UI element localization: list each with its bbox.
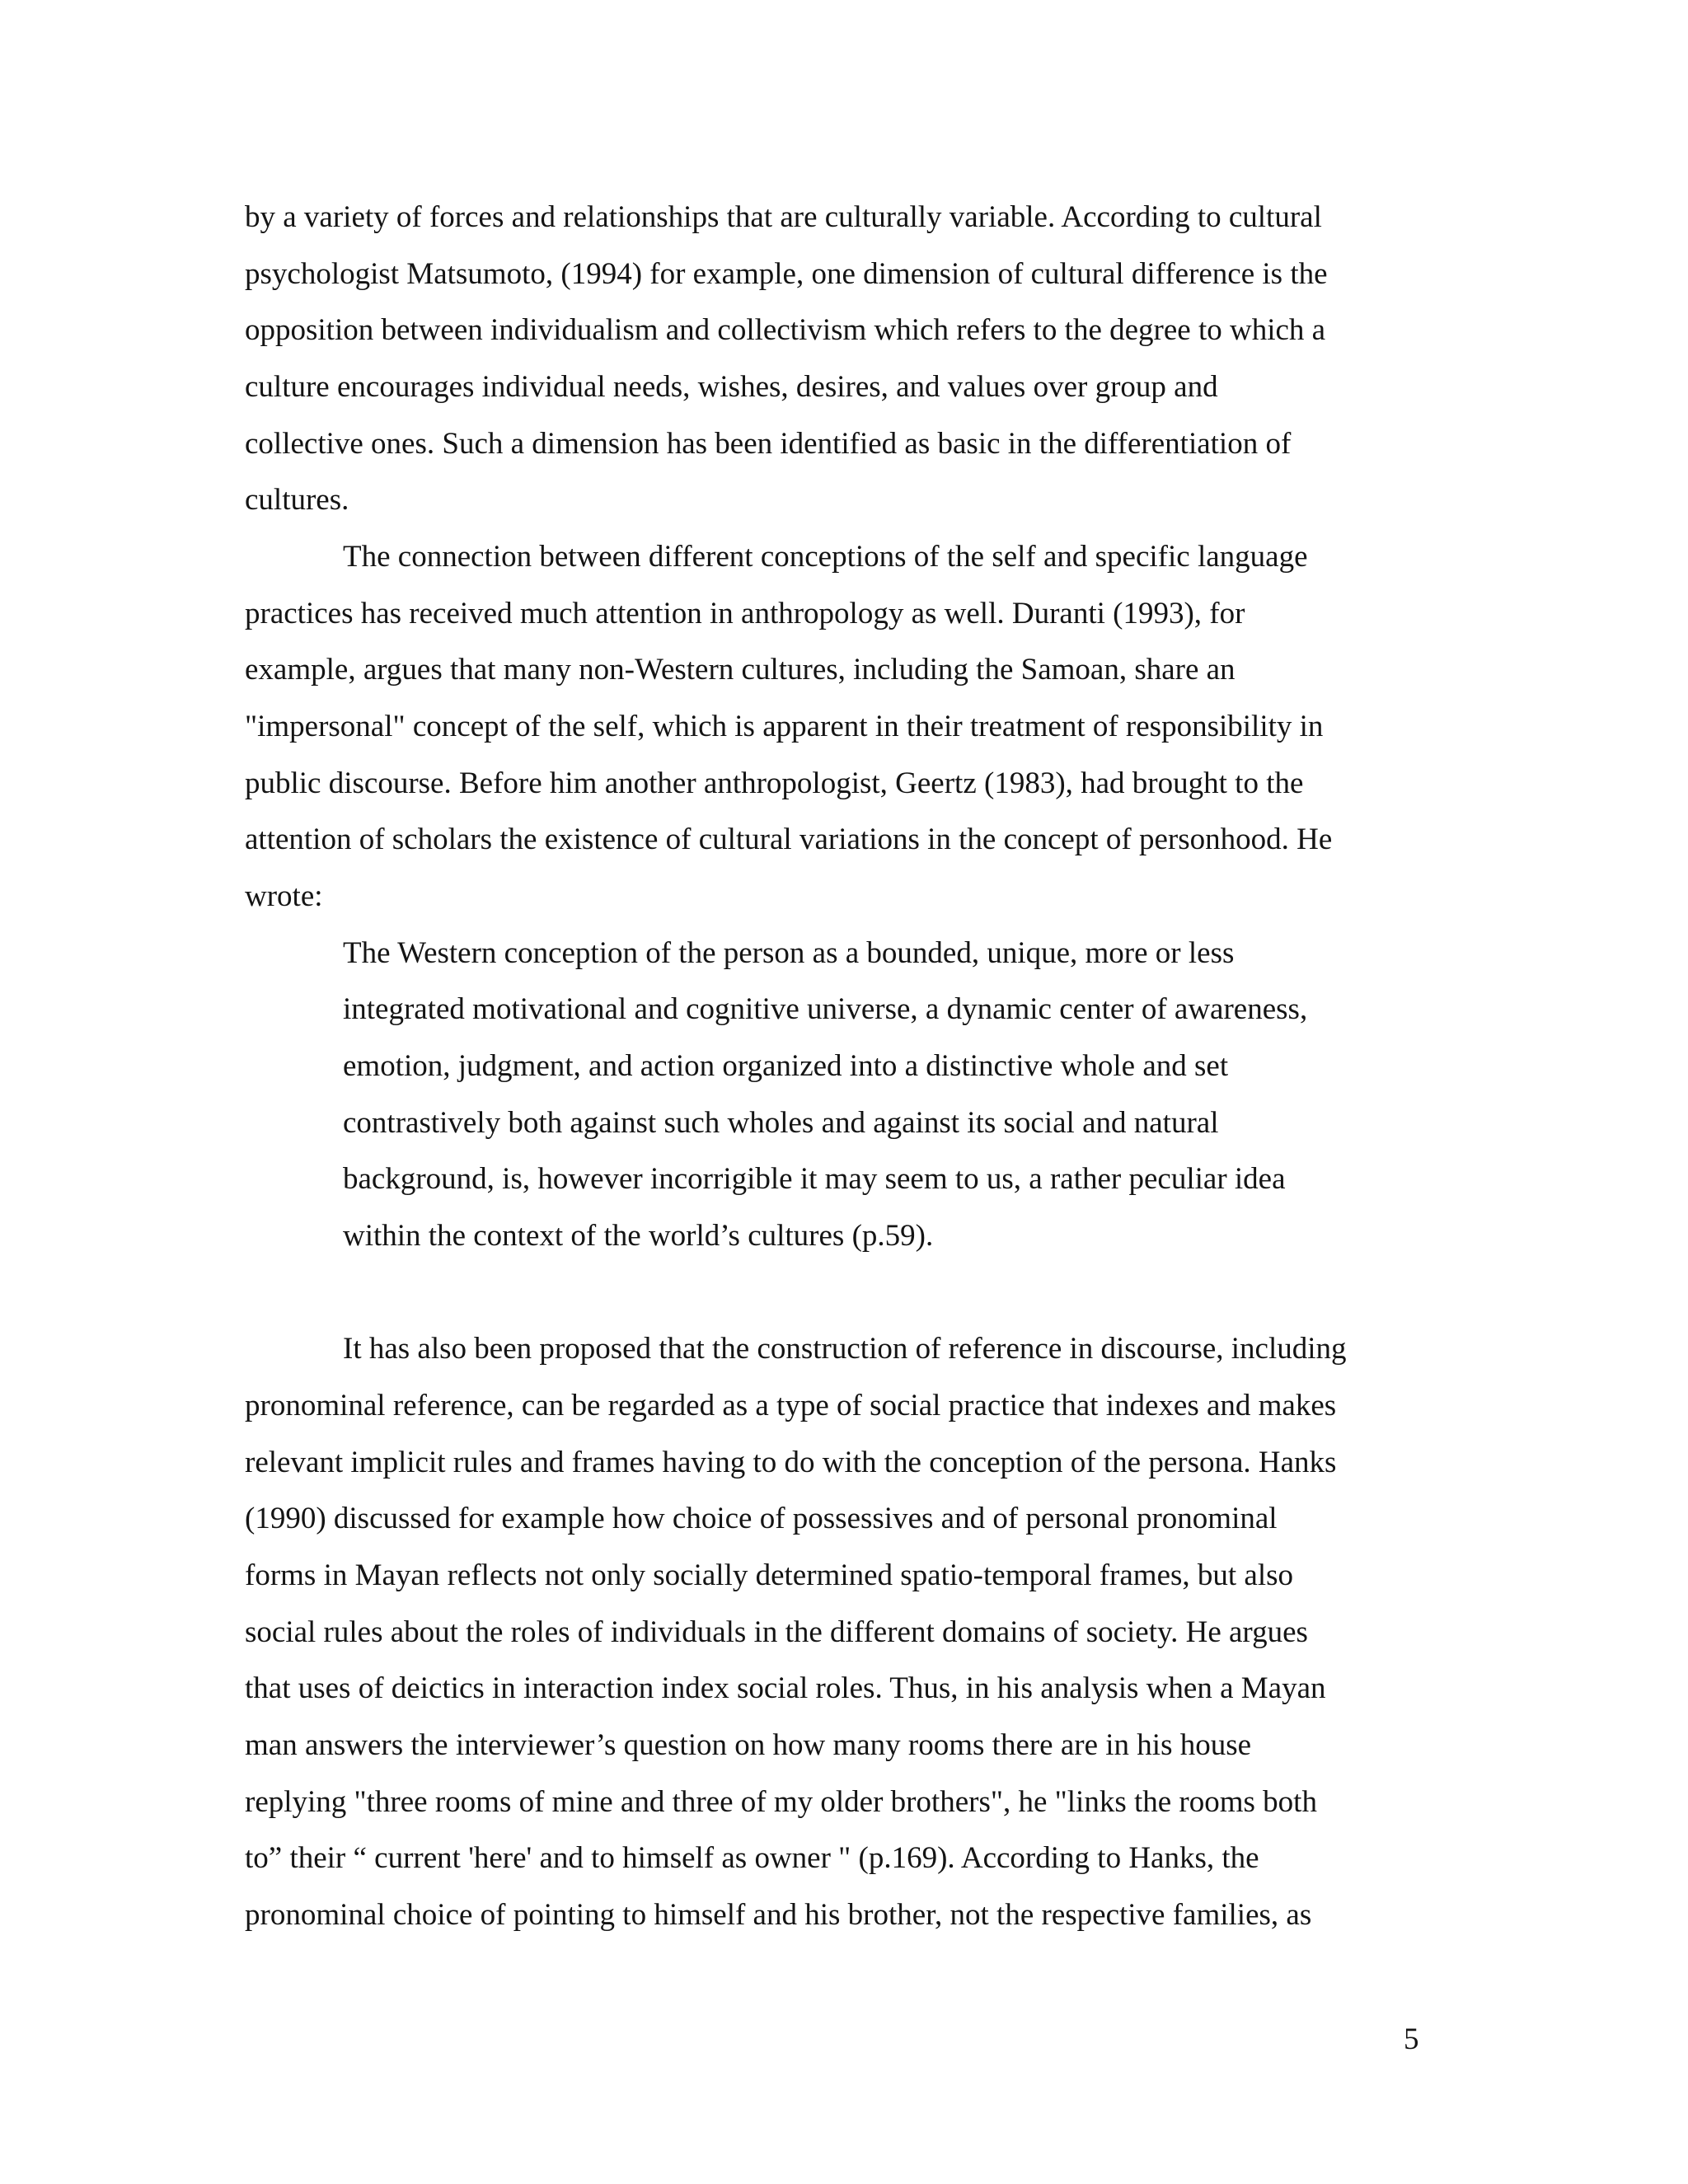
body-text-line: pronominal choice of pointing to himself and his brother, not the respective families, as	[245, 1898, 1312, 1932]
body-text-line: (1990) discussed for example how choice of possessives and of personal pronominal	[245, 1502, 1278, 1535]
body-text-line: "impersonal" concept of the self, which is apparent in their treatment of responsibility in	[245, 710, 1324, 743]
block-quote-line: emotion, judgment, and action organized into a distinctive whole and set	[343, 1049, 1229, 1083]
block-quote-line: The Western conception of the person as a bounded, unique, more or less	[343, 936, 1235, 970]
block-quote-line: within the context of the world’s cultures (p.59).	[343, 1219, 934, 1253]
block-quote-line: contrastively both against such wholes and against its social and natural	[343, 1106, 1219, 1140]
page-number: 5	[1404, 2022, 1419, 2056]
body-text-line: psychologist Matsumoto, (1994) for example, one dimension of cultural difference is the	[245, 257, 1328, 291]
body-text-line: man answers the interviewer’s question on how many rooms there are in his house	[245, 1728, 1252, 1762]
body-text-line: replying "three rooms of mine and three of my older brothers", he "links the rooms both	[245, 1785, 1317, 1819]
body-text-line: that uses of deictics in interaction index social roles. Thus, in his analysis when a Mayan	[245, 1671, 1326, 1705]
body-text-line: cultures.	[245, 483, 349, 517]
block-quote-line: background, is, however incorrigible it may seem to us, a rather peculiar idea	[343, 1162, 1286, 1196]
body-text-line: wrote:	[245, 879, 323, 913]
body-text-line: social rules about the roles of individuals in the different domains of society. He argues	[245, 1615, 1308, 1649]
body-text-line: example, argues that many non-Western cultures, including the Samoan, share an	[245, 653, 1236, 687]
body-text-line: It has also been proposed that the construction of reference in discourse, including	[343, 1332, 1347, 1366]
body-text-line: collective ones. Such a dimension has been identified as basic in the differentiation of	[245, 427, 1292, 461]
body-text-line: by a variety of forces and relationships that are culturally variable. According to cultural	[245, 200, 1322, 234]
body-text-line: public discourse. Before him another anthropologist, Geertz (1983), had brought to the	[245, 766, 1304, 800]
body-text-line: forms in Mayan reflects not only socially determined spatio-temporal frames, but also	[245, 1558, 1294, 1592]
body-text-line: to” their “ current 'here' and to himself as owner " (p.169). According to Hanks, the	[245, 1841, 1259, 1875]
body-text-line: practices has received much attention in anthropology as well. Duranti (1993), for	[245, 597, 1245, 630]
block-quote-line: integrated motivational and cognitive universe, a dynamic center of awareness,	[343, 992, 1308, 1026]
body-text-line: pronominal reference, can be regarded as a type of social practice that indexes and makes	[245, 1389, 1337, 1422]
body-text-line: opposition between individualism and collectivism which refers to the degree to which a	[245, 313, 1326, 347]
body-text-line: relevant implicit rules and frames having to do with the conception of the persona. Hanks	[245, 1446, 1337, 1479]
body-text-line: attention of scholars the existence of cultural variations in the concept of personhood. He	[245, 823, 1333, 856]
body-text-line: The connection between different conceptions of the self and specific language	[343, 540, 1308, 574]
body-text-line: culture encourages individual needs, wishes, desires, and values over group and	[245, 370, 1218, 404]
